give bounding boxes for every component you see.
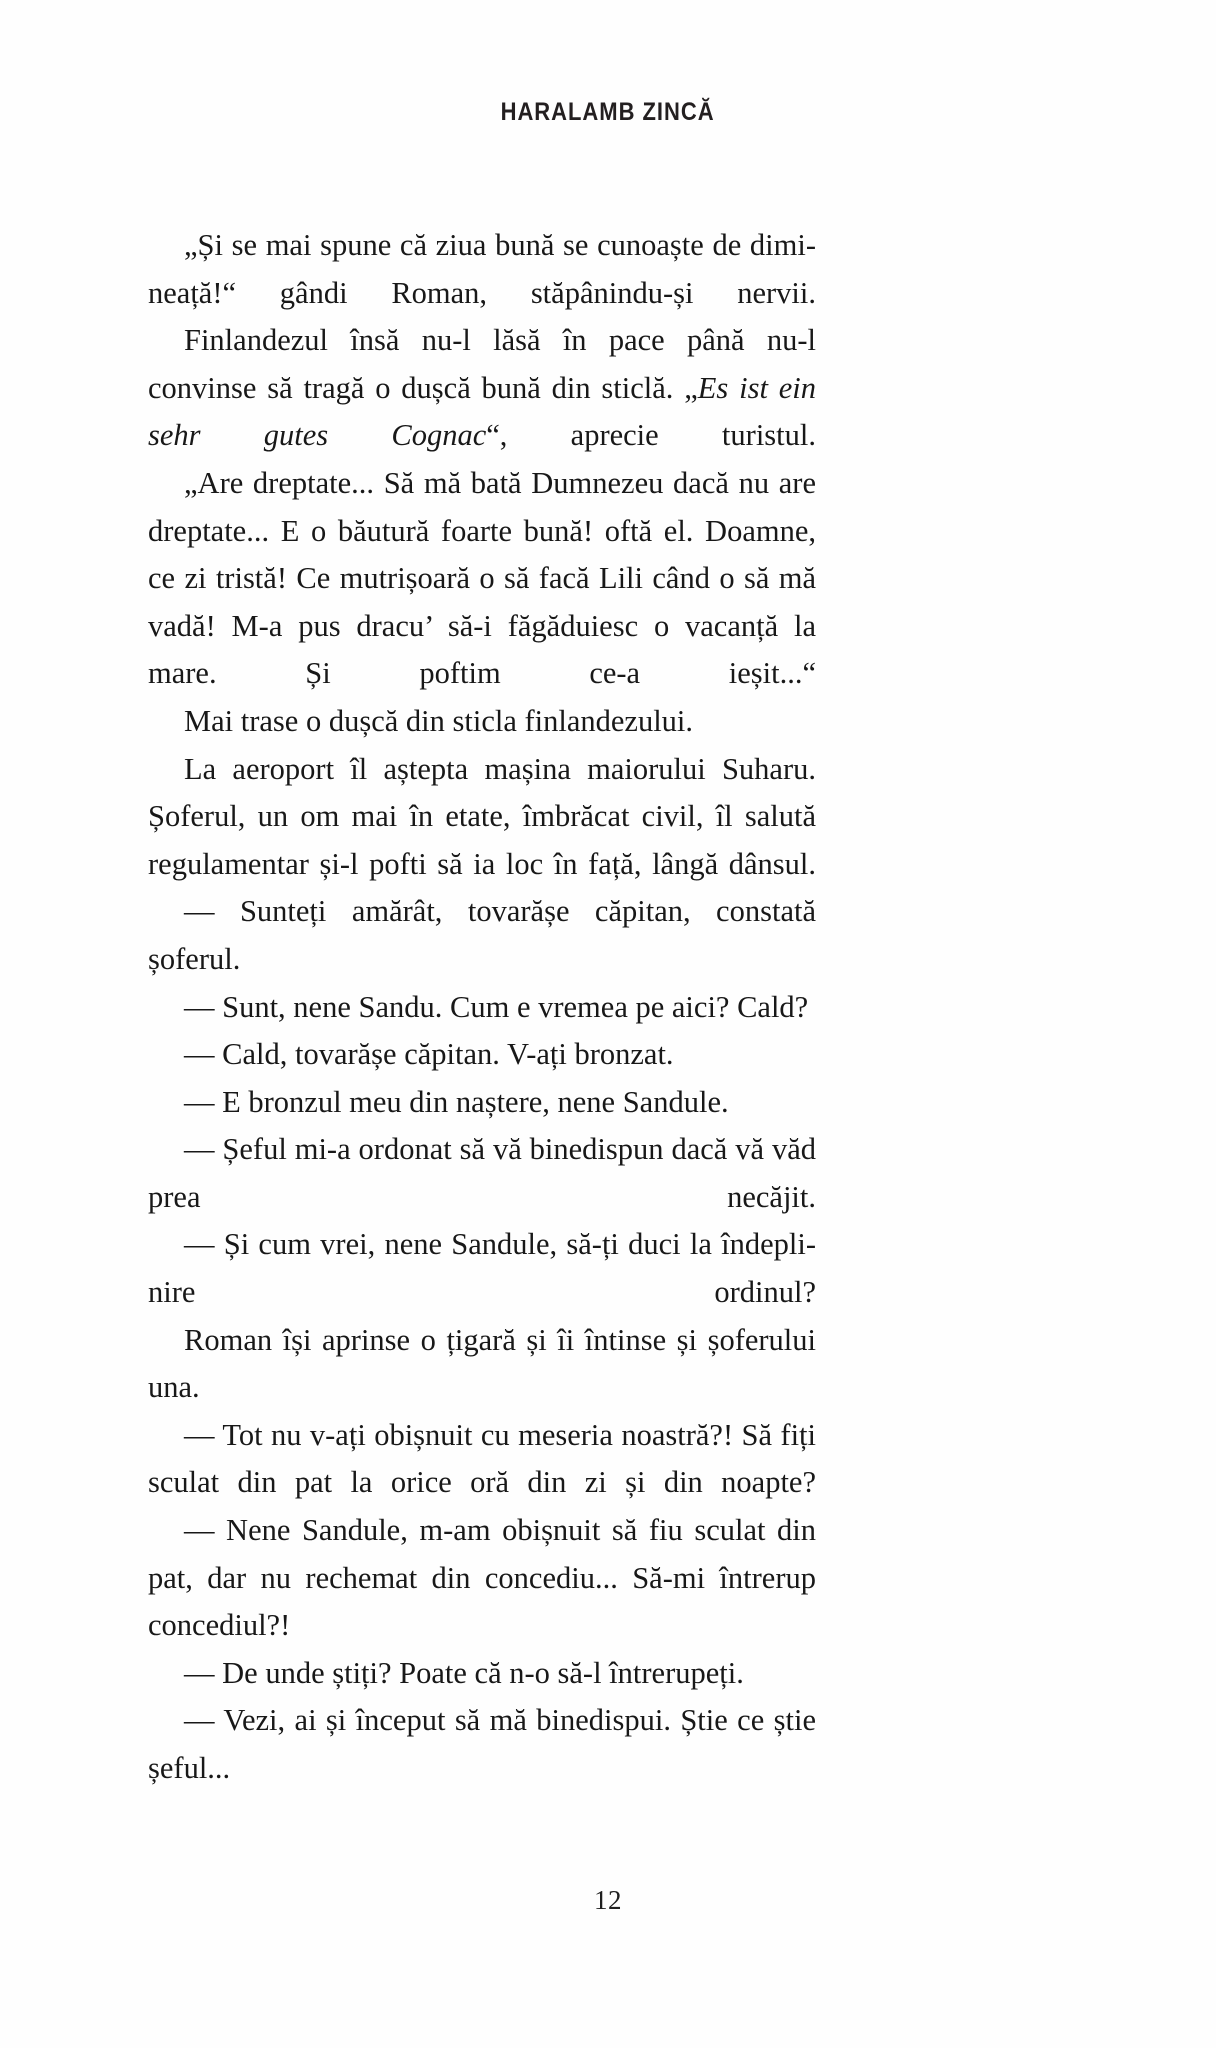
paragraph-text: „Are dreptate... Să mă bată Dumnezeu dacă nu are dreptate... E o băutură foarte bună! oftă el. Doamne, ce zi tristă! Ce mutrișoară o să facă Lili când o să mă vadă! M-a pus dracu’ să-i făgăduiesc o vacanță la mare. Și poftim ce-a ieșit...“ (148, 465, 816, 691)
paragraph (148, 460, 816, 698)
paragraph-text: „Și se mai spune că ziua bună se cunoaște de dimi-neață!“ gândi Roman, stăpânindu-și nervii. (148, 228, 816, 310)
paragraph-text: Finlandezul însă nu-l lăsă în pace până nu-l convinse să tragă o dușcă bună din sticlă. „ (148, 323, 816, 405)
dialogue-text: — Sunt, nene Sandu. Cum e vremea pe aici? Cald? (184, 989, 809, 1024)
running-header (0, 98, 1216, 127)
dialogue-line (148, 1031, 816, 1079)
dialogue-text: — Și cum vrei, nene Sandule, să-ți duci la îndepli-nire ordinul? (148, 1227, 816, 1310)
paragraph-text-tail: “, aprecie turistul. (486, 418, 816, 453)
dialogue-text: — Tot nu v-ați obișnuit cu meseria noastră?! Să fiți sculat din pat la orice oră din zi și din noapte? (148, 1417, 816, 1500)
dialogue-line (148, 888, 816, 983)
dialogue-text: — E bronzul meu din naștere, nene Sandule. (184, 1084, 729, 1119)
dialogue-text: — Sunteți amărât, tovarășe căpitan, constată șoferul. (148, 894, 816, 976)
page-number: 12 (594, 1885, 622, 1915)
dialogue-text: — Vezi, ai și început să mă binedispui. Știe ce știe șeful... (148, 1703, 816, 1785)
paragraph-text: Mai trase o dușcă din sticla finlandezului. (184, 703, 694, 738)
dialogue-line (148, 1650, 816, 1698)
dialogue-line (148, 1126, 816, 1221)
paragraph (148, 1317, 816, 1412)
dialogue-text: — Nene Sandule, m-am obișnuit să fiu sculat din pat, dar nu rechemat din concediu... Să-mi întrerup concediul?! (148, 1513, 816, 1643)
dialogue-text: — Șeful mi-a ordonat să vă binedispun dacă vă văd prea necăjit. (148, 1132, 816, 1214)
dialogue-line (148, 1412, 816, 1507)
paragraph-text: La aeroport îl aștepta mașina maiorului Suharu. Șoferul, un om mai în etate, îmbrăcat civil, îl salută regulamentar și-l pofti să ia loc în față, lângă dânsul. (148, 751, 816, 881)
dialogue-line (148, 1221, 816, 1316)
paragraph (148, 222, 816, 317)
dialogue-text: — Cald, tovarășe căpitan. V-ați bronzat. (184, 1037, 674, 1072)
paragraph (148, 698, 816, 746)
foreign-phrase-italic: Es ist ein sehr gutes Cognac (148, 370, 816, 453)
paragraph (148, 746, 816, 889)
dialogue-text: — De unde știți? Poate că n-o să-l întrerupeți. (184, 1655, 744, 1690)
body-text-block (148, 222, 816, 1793)
paragraph (148, 317, 816, 460)
paragraph-text: Roman își aprinse o țigară și îi întinse și șoferului una. (148, 1322, 816, 1405)
dialogue-line (148, 1697, 816, 1792)
dialogue-line (148, 984, 816, 1032)
dialogue-line (148, 1079, 816, 1127)
running-header-title: HARALAMB ZINCĂ (501, 98, 715, 126)
dialogue-line (148, 1507, 816, 1650)
